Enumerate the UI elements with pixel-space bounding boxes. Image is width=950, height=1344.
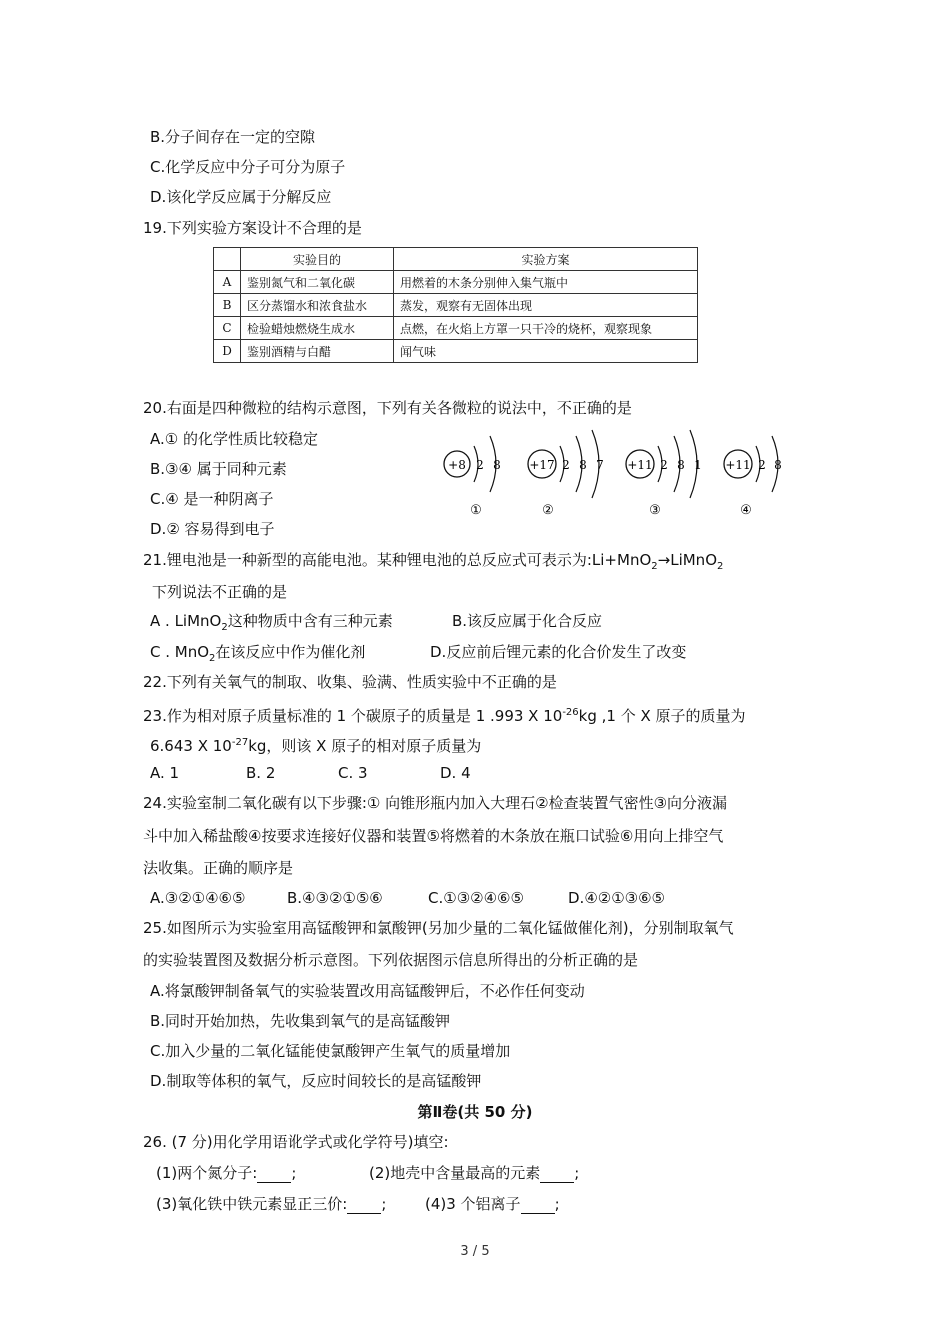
q26-p4-answer-blank[interactable] [521,1197,555,1214]
q19-stem: 19.下列实验方案设计不合理的是 [143,219,362,237]
row-goal: 鉴别氮气和二氧化碳 [241,271,394,294]
header-key [214,248,241,271]
particle-4-diagram [724,436,782,518]
particle-1-diagram [444,436,501,518]
q23-option-d: D. 4 [440,764,471,782]
table-row [214,294,698,317]
row-key: B [214,294,241,317]
particle-3-shell-3: 1 [694,458,702,472]
q23-l2-prefix: 6.643 X 10 [150,737,232,755]
particle-4-shell-1: 2 [758,458,766,472]
particle-4-nucleus: +11 [725,458,751,472]
q26-p4-sep: ; [554,1195,560,1213]
q23-l1-exponent: -26 [562,707,579,718]
q20-option-b: B.③④ 属于同种元素 [150,460,287,478]
q26-part-4 [425,1194,560,1214]
particle-2-diagram [528,430,604,518]
page-number: 3 / 5 [460,1244,490,1259]
header-plan: 实验方案 [394,248,698,271]
q23-line2 [150,733,481,756]
q18-option-d: D.该化学反应属于分解反应 [150,188,332,206]
particle-3-shell-2: 8 [677,458,685,472]
particle-3-diagram [626,430,702,518]
q21-stem-text: 21.锂电池是一种新型的高能电池。某种锂电池的总反应式可表示为:Li+MnO [143,551,652,569]
q21-stem-sub: 2 [651,561,658,572]
row-goal: 检验蜡烛燃烧生成水 [241,317,394,340]
q21-option-c [150,642,365,669]
row-goal: 鉴别酒精与白醋 [241,340,394,363]
q21-line2: 下列说法不正确的是 [152,583,288,601]
particle-3-shell-1: 2 [660,458,668,472]
row-plan: 点燃，在火焰上方罩一只干冷的烧杯，观察现象 [394,317,698,340]
particle-2-shell-2: 8 [579,458,587,472]
q23-option-a: A. 1 [150,764,180,782]
table-header-row [214,248,698,271]
q24-line1: 24.实验室制二氧化碳有以下步骤:① 向锥形瓶内加入大理石②检查装置气密性③向分液漏 [143,794,728,812]
q26-p3-sep: ; [381,1195,387,1213]
particle-1-label: ① [470,503,482,518]
row-goal: 区分蒸馏水和浓食盐水 [241,294,394,317]
q26-p4-label: (4)3 个铝离子 [425,1195,521,1213]
q26-p2-answer-blank[interactable] [540,1166,574,1183]
row-key: A [214,271,241,294]
particle-1-shell-2: 8 [493,458,501,472]
q23-l1-suffix: kg ,1 个 X 原子的质量为 [578,707,746,725]
table-row [214,340,698,363]
row-plan: 蒸发，观察有无固体出现 [394,294,698,317]
q23-option-b: B. 2 [246,764,276,782]
q26-part-1 [156,1163,296,1183]
q23-l2-exponent: -27 [231,737,249,748]
q18-option-c: C.化学反应中分子可分为原子 [150,158,346,176]
section-2-title: 第Ⅱ卷(共 50 分) [417,1103,533,1121]
particle-1-nucleus: +8 [448,458,466,472]
particle-1-shell-1: 2 [476,458,484,472]
q26-p3-label: (3)氧化铁中铁元素显正三价: [156,1195,348,1213]
table-row [214,317,698,340]
q26-part-3 [156,1194,386,1214]
q22-stem: 22.下列有关氧气的制取、收集、验满、性质实验中不正确的是 [143,673,557,691]
particle-3-label: ③ [649,503,661,518]
q21-a-sub: 2 [221,622,228,633]
q25-option-a: A.将氯酸钾制备氧气的实验装置改用高锰酸钾后，不必作任何变动 [150,982,585,1000]
q25-line1: 25.如图所示为实验室用高锰酸钾和氯酸钾(另加少量的二氧化锰做催化剂)，分别制取氧气 [143,919,734,937]
q21-a-prefix: A . LiMnO [150,612,222,630]
q23-l1-prefix: 23.作为相对原子质量标准的 1 个碳原子的质量是 1 .993 X 10 [143,707,563,725]
q21-stem [143,550,723,577]
table-row [214,271,698,294]
q26-p1-label: (1)两个氮分子: [156,1164,258,1182]
q25-option-d: D.制取等体积的氧气，反应时间较长的是高锰酸钾 [150,1072,482,1090]
q26-part-2 [369,1163,579,1183]
particle-2-label: ② [542,503,554,518]
particle-4-label: ④ [740,503,752,518]
q24-line3: 法收集。正确的顺序是 [143,859,294,877]
q20-option-c: C.④ 是一种阴离子 [150,490,274,508]
q21-product: LiMnO [670,551,717,569]
header-goal: 实验目的 [241,248,394,271]
q21-option-b: B.该反应属于化合反应 [452,612,603,630]
q26-p2-sep: ; [574,1164,580,1182]
q25-line2: 的实验装置图及数据分析示意图。下列依据图示信息所得出的分析正确的是 [143,951,639,969]
q21-option-a [150,611,393,638]
particle-3-nucleus: +11 [627,458,653,472]
q19-table [213,247,698,363]
q26-stem: 26. (7 分)用化学用语讹学式或化学符号)填空: [143,1133,449,1151]
row-key: D [214,340,241,363]
q21-c-sub: 2 [209,653,216,664]
particle-4-shell-2: 8 [774,458,782,472]
row-key: C [214,317,241,340]
q24-line2: 斗中加入稀盐酸④按要求连接好仪器和装置⑤将燃着的木条放在瓶口试验⑥用向上排空气 [143,827,724,845]
q24-option-a: A.③②①④⑥⑤ [150,889,246,907]
particle-2-nucleus: +17 [529,458,555,472]
q24-option-d: D.④②①③⑥⑤ [568,889,666,907]
q25-option-c: C.加入少量的二氧化锰能使氯酸钾产生氧气的质量增加 [150,1042,511,1060]
q20-stem: 20.右面是四种微粒的结构示意图，下列有关各微粒的说法中，不正确的是 [143,399,632,417]
q23-option-c: C. 3 [338,764,368,782]
q21-reaction-arrow: → [657,551,671,569]
q26-p1-answer-blank[interactable] [257,1166,291,1183]
row-plan: 闻气味 [394,340,698,363]
q21-c-prefix: C . MnO [150,643,210,661]
q21-c-suffix: 在该反应中作为催化剂 [215,643,366,661]
row-plan: 用燃着的木条分别伸入集气瓶中 [394,271,698,294]
q21-option-d: D.反应前后锂元素的化合价发生了改变 [430,643,687,661]
q26-p3-answer-blank[interactable] [347,1197,381,1214]
q26-p1-sep: ; [291,1164,297,1182]
q24-option-c: C.①③②④⑥⑤ [428,889,524,907]
q24-option-b: B.④③②①⑤⑥ [287,889,383,907]
q20-option-a: A.① 的化学性质比较稳定 [150,430,318,448]
particle-2-shell-3: 7 [596,458,604,472]
q25-option-b: B.同时开始加热，先收集到氧气的是高锰酸钾 [150,1012,451,1030]
q18-option-b: B.分子间存在一定的空隙 [150,128,316,146]
q26-p2-label: (2)地壳中含量最高的元素 [369,1164,541,1182]
q23-l2-suffix: kg，则该 X 原子的相对原子质量为 [248,737,482,755]
q21-product-sub: 2 [717,561,724,572]
particle-structure-diagrams [440,428,785,520]
q20-option-d: D.② 容易得到电子 [150,520,275,538]
q23-line1 [143,703,746,726]
particle-2-shell-1: 2 [562,458,570,472]
q21-a-suffix: 这种物质中含有三种元素 [227,612,393,630]
